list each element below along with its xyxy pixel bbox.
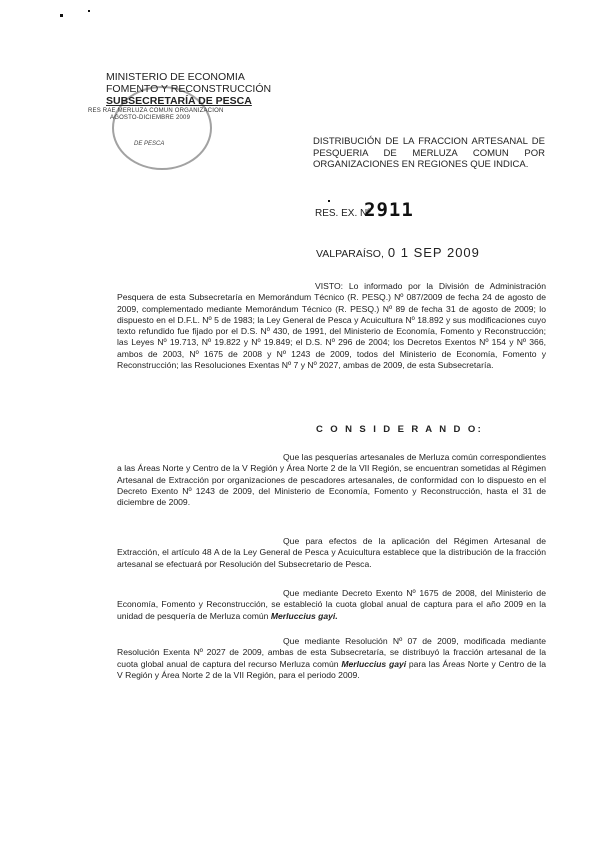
ministry-header <box>106 71 271 107</box>
file-reference-stamp <box>88 108 223 122</box>
considerando-paragraph-4 <box>117 636 546 681</box>
scan-speck <box>60 14 63 17</box>
considerando-p4-text: Que mediante Resolución Nº 07 de 2009, modificada mediante Resolución Exenta Nº 2027 de 2009, ambas de esta Subsecretaría, se distribuyó la fracción artesanal de la cuota global anual de captura del recurso Merluza común <box>117 636 546 669</box>
species-name: Merluccius gayi <box>341 658 407 669</box>
seal-stamp-text: DE PESCA <box>134 141 165 147</box>
considerando-p4-text-end: para las Áreas Norte y Centro de la V Región y Área Norte 2 de la VII Región, para el periodo 2009. <box>117 658 547 680</box>
considerando-p2-text: Que para efectos de la aplicación del Régimen Artesanal de Extracción, el artículo 48 A de la Ley General de Pesca y Acuicultura establece que la distribución de la fracción artesanal se efectuará por Resolución del Subsecretario de Pesca. <box>117 536 546 569</box>
place: VALPARAÍSO, <box>316 248 384 260</box>
scan-speck <box>88 10 90 12</box>
considerando-p1-text: Que las pesquerías artesanales de Merluza común correspondientes a las Áreas Norte y Centro de la V Región y Área Norte 2 de la VII Región, se encuentran sometidas al Régimen Artesanal de Extracción por organizaciones de pescadores artesanales, de conformidad con lo dispuesto en el Decreto Exento Nº 1243 de 2009, del Ministerio de Economía, Fomento y Reconstrucción, hasta el 31 de diciembre de 2009. <box>117 452 546 508</box>
considerando-paragraph-2 <box>117 536 546 570</box>
file-reference-line1: RES RAE MERLUZA COMUN ORGANIZACION <box>88 108 224 114</box>
ministry-name-line1: MINISTERIO DE ECONOMIA <box>106 71 245 83</box>
considerando-paragraph-1 <box>117 452 546 508</box>
resolution-number: 2911 <box>364 199 414 221</box>
date-stamp: 0 1 SEP 2009 <box>387 245 480 260</box>
considerando-paragraph-3 <box>117 588 546 622</box>
scan-speck <box>328 200 330 202</box>
place-date-line <box>316 245 480 260</box>
file-reference-line2: AGOSTO-DICIEMBRE 2009 <box>110 115 191 121</box>
considerando-heading: C O N S I D E R A N D O: <box>316 424 484 435</box>
considerando-p3-text: Que mediante Decreto Exento Nº 1675 de 2008, del Ministerio de Economía, Fomento y Reconstrucción, se estableció la cuota global anual de captura para el año 2009 en la unidad de pesquería de Merluza común <box>117 588 546 621</box>
visto-lead: VISTO: <box>315 281 344 291</box>
resolution-title: DISTRIBUCIÓN DE LA FRACCION ARTESANAL DE PESQUERIA DE MERLUZA COMUN POR ORGANIZACIONES EN REGIONES QUE INDICA. <box>313 136 545 170</box>
ministry-name-line2: FOMENTO Y RECONSTRUCCIÓN <box>106 83 272 95</box>
resolution-label: RES. EX. Nº <box>315 208 371 219</box>
visto-paragraph <box>117 281 546 371</box>
visto-text: Lo informado por la División de Administración Pesquera de esta Subsecretaría en Memorándum Técnico (R. PESQ.) Nº 087/2009 de fecha 24 de agosto de 2009, complementado mediante Memorándum Técnico (R. PESQ.) Nº 89 de fecha 31 de agosto de 2009; lo dispuesto en el D.F.L. Nº 5 de 1983; la Ley General de Pesca y Acuicultura Nº 18.892 y sus modificaciones cuyo texto refundido fue fijado por el D.S. Nº 430, de 1991, del Ministerio de Economía, Fomento y Reconstrucción; las Leyes Nº 19.713, Nº 19.822 y Nº 19.849; el D.S. Nº 296 de 2004; los Decretos Exentos Nº 154 y Nº 366, ambos de 2003, Nº 1675 de 2008 y Nº 1243 de 2009, todos del Ministerio de Economía, Fomento y Reconstrucción; las Resoluciones Exentas Nº 7 y Nº 2027, ambas de 2009, de esta Subsecretaría. <box>117 281 546 371</box>
subsecretaria-name: SUBSECRETARÍA DE PESCA <box>106 95 252 107</box>
species-name: Merluccius gayi. <box>270 610 338 621</box>
